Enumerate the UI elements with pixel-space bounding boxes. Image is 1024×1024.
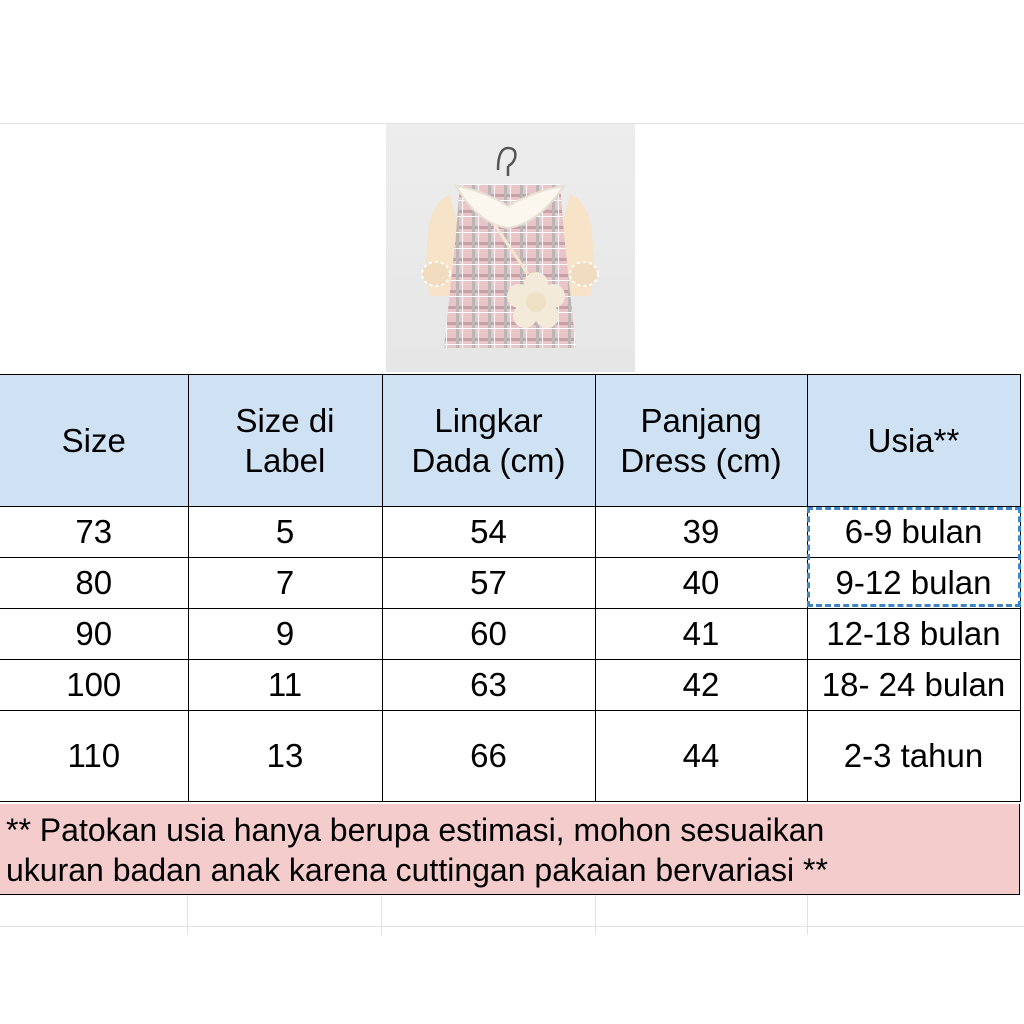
age-disclaimer-note[interactable]: ** Patokan usia hanya berupa estimasi, mohon sesuaikan ukuran badan anak karena cuttingan pakaian bervariasi ** bbox=[0, 804, 1020, 895]
cell[interactable]: 73 bbox=[0, 507, 188, 558]
baby-dress-photo bbox=[386, 124, 635, 372]
cell[interactable]: 41 bbox=[595, 609, 807, 660]
grid-line bbox=[381, 895, 382, 935]
header-row bbox=[0, 375, 1020, 507]
cell[interactable]: 57 bbox=[382, 558, 595, 609]
cell[interactable]: 40 bbox=[595, 558, 807, 609]
cell[interactable]: 54 bbox=[382, 507, 595, 558]
grid-line bbox=[807, 895, 808, 935]
cell[interactable]: 60 bbox=[382, 609, 595, 660]
cell[interactable]: 100 bbox=[0, 660, 188, 711]
table-row bbox=[0, 711, 1020, 802]
cell[interactable]: 90 bbox=[0, 609, 188, 660]
table-row bbox=[0, 660, 1020, 711]
table-row bbox=[0, 609, 1020, 660]
cell[interactable]: 110 bbox=[0, 711, 188, 802]
cell[interactable]: 9 bbox=[188, 609, 382, 660]
cell[interactable]: 18- 24 bulan bbox=[807, 660, 1020, 711]
header-age: Usia** bbox=[807, 375, 1020, 507]
table-row bbox=[0, 558, 1020, 609]
cell[interactable]: 6-9 bulan bbox=[807, 507, 1020, 558]
cell[interactable]: 7 bbox=[188, 558, 382, 609]
cell[interactable]: 39 bbox=[595, 507, 807, 558]
header-size-label: Size di Label bbox=[188, 375, 382, 507]
header-dress-length: Panjang Dress (cm) bbox=[595, 375, 807, 507]
cell[interactable]: 63 bbox=[382, 660, 595, 711]
product-image bbox=[386, 124, 635, 372]
header-chest: Lingkar Dada (cm) bbox=[382, 375, 595, 507]
cell[interactable]: 11 bbox=[188, 660, 382, 711]
cell[interactable]: 13 bbox=[188, 711, 382, 802]
cell[interactable]: 44 bbox=[595, 711, 807, 802]
cell[interactable]: 5 bbox=[188, 507, 382, 558]
grid-line bbox=[0, 926, 1024, 927]
cell[interactable]: 12-18 bulan bbox=[807, 609, 1020, 660]
grid-line bbox=[187, 895, 188, 935]
size-chart-table bbox=[0, 374, 1021, 802]
cell[interactable]: 2-3 tahun bbox=[807, 711, 1020, 802]
cell[interactable]: 80 bbox=[0, 558, 188, 609]
cell[interactable]: 66 bbox=[382, 711, 595, 802]
grid-line bbox=[595, 895, 596, 935]
cell[interactable]: 9-12 bulan bbox=[807, 558, 1020, 609]
cell[interactable]: 42 bbox=[595, 660, 807, 711]
header-size: Size bbox=[0, 375, 188, 507]
table-row bbox=[0, 507, 1020, 558]
